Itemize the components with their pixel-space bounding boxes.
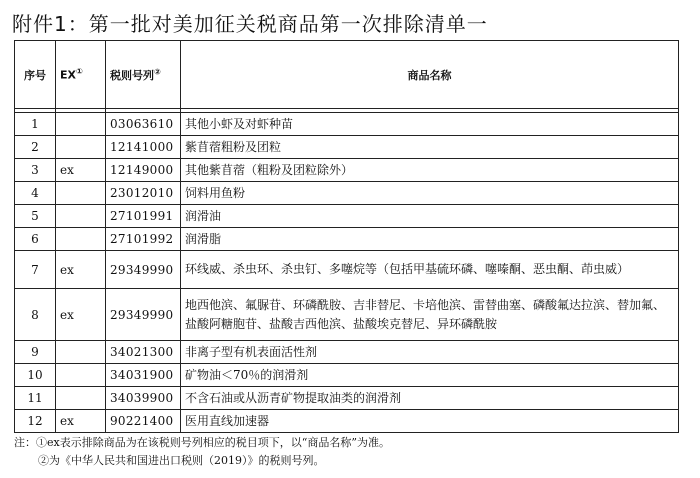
footnotes xyxy=(14,434,390,470)
cell-ex xyxy=(56,113,106,136)
table-row xyxy=(15,159,679,182)
cell-product-name: 饲料用鱼粉 xyxy=(181,182,679,205)
table-header-row xyxy=(15,41,679,109)
cell-no: 3 xyxy=(15,159,56,182)
cell-product-name: 紫苜蓿粗粉及团粒 xyxy=(181,136,679,159)
cell-ex: ex xyxy=(56,251,106,289)
page-title: 附件1：第一批对美加征关税商品第一次排除清单一 xyxy=(12,12,488,36)
footnote-1: 注：①ex表示排除商品为在该税则号列相应的税目项下，以“商品名称”为准。 xyxy=(14,436,390,449)
table-row xyxy=(15,341,679,364)
footnote-marker-1: ① xyxy=(76,67,83,77)
cell-no: 7 xyxy=(15,251,56,289)
cell-product-name: 其他紫苜蓿（粗粉及团粒除外） xyxy=(181,159,679,182)
header-no: 序号 xyxy=(15,41,56,109)
table-row xyxy=(15,251,679,289)
cell-ex xyxy=(56,364,106,387)
cell-ex xyxy=(56,228,106,251)
cell-no: 10 xyxy=(15,364,56,387)
table-row xyxy=(15,289,679,341)
cell-tariff-code: 34031900 xyxy=(106,364,181,387)
cell-no: 9 xyxy=(15,341,56,364)
cell-product-name: 不含石油或从沥青矿物提取油类的润滑剂 xyxy=(181,387,679,410)
cell-ex: ex xyxy=(56,159,106,182)
cell-tariff-code: 03063610 xyxy=(106,113,181,136)
table-row xyxy=(15,136,679,159)
exclusion-list-table xyxy=(14,40,679,433)
cell-tariff-code: 29349990 xyxy=(106,251,181,289)
cell-product-name: 环线威、杀虫环、杀虫钉、多噻烷等（包括甲基硫环磷、噻嗪酮、恶虫酮、茚虫威） xyxy=(181,251,679,289)
table-row xyxy=(15,410,679,433)
cell-tariff-code: 34039900 xyxy=(106,387,181,410)
cell-product-name: 润滑脂 xyxy=(181,228,679,251)
cell-ex: ex xyxy=(56,289,106,341)
cell-product-name: 润滑油 xyxy=(181,205,679,228)
header-ex: EX① xyxy=(56,41,106,109)
table-row xyxy=(15,364,679,387)
cell-product-name: 医用直线加速器 xyxy=(181,410,679,433)
cell-tariff-code: 29349990 xyxy=(106,289,181,341)
cell-ex xyxy=(56,205,106,228)
cell-no: 2 xyxy=(15,136,56,159)
cell-tariff-code: 12141000 xyxy=(106,136,181,159)
cell-tariff-code: 12149000 xyxy=(106,159,181,182)
cell-no: 8 xyxy=(15,289,56,341)
footnote-2: ②为《中华人民共和国进出口税则（2019）》的税则号列。 xyxy=(38,454,325,467)
cell-no: 11 xyxy=(15,387,56,410)
cell-no: 4 xyxy=(15,182,56,205)
cell-ex xyxy=(56,136,106,159)
cell-no: 6 xyxy=(15,228,56,251)
cell-no: 1 xyxy=(15,113,56,136)
footnote-marker-2: ② xyxy=(154,66,161,76)
cell-product-name: 矿物油＜70％的润滑剂 xyxy=(181,364,679,387)
cell-ex xyxy=(56,182,106,205)
cell-ex xyxy=(56,387,106,410)
header-product-name: 商品名称 xyxy=(181,41,679,109)
cell-product-name: 非离子型有机表面活性剂 xyxy=(181,341,679,364)
header-tariff-code: 税则号列② xyxy=(106,41,181,109)
cell-product-name: 其他小虾及对虾种苗 xyxy=(181,113,679,136)
cell-tariff-code: 23012010 xyxy=(106,182,181,205)
cell-no: 12 xyxy=(15,410,56,433)
table-row xyxy=(15,387,679,410)
table-row xyxy=(15,113,679,136)
table-row xyxy=(15,228,679,251)
cell-tariff-code: 27101991 xyxy=(106,205,181,228)
cell-no: 5 xyxy=(15,205,56,228)
table-row xyxy=(15,182,679,205)
cell-tariff-code: 34021300 xyxy=(106,341,181,364)
cell-ex: ex xyxy=(56,410,106,433)
cell-tariff-code: 27101992 xyxy=(106,228,181,251)
table-row xyxy=(15,205,679,228)
cell-ex xyxy=(56,341,106,364)
cell-product-name: 地西他滨、氟脲苷、环磷酰胺、吉非替尼、卡培他滨、雷替曲塞、磷酸氟达拉滨、替加氟、盐酸阿糖胞苷、盐酸吉西他滨、盐酸埃克替尼、异环磷酰胺 xyxy=(181,289,679,341)
cell-tariff-code: 90221400 xyxy=(106,410,181,433)
